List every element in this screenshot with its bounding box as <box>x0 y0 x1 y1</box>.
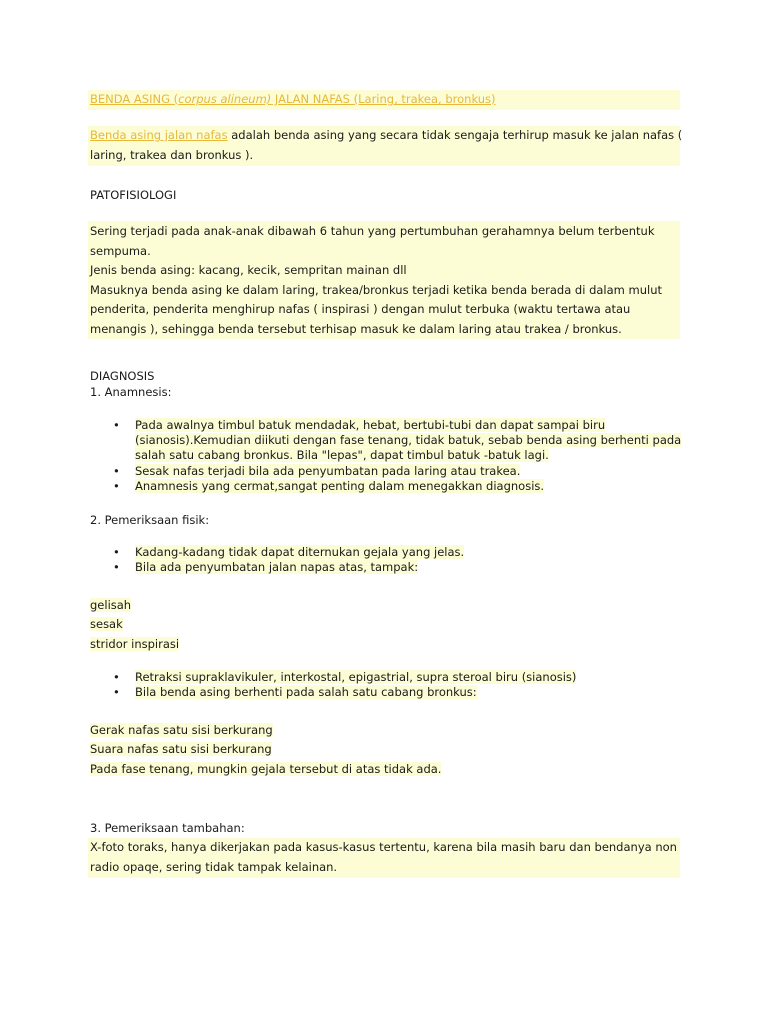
bronkus-sign: Gerak nafas satu sisi berkurang <box>90 723 273 737</box>
bullet-icon: • <box>113 478 120 493</box>
bullet-icon: • <box>113 670 120 684</box>
fisik-list <box>0 545 464 575</box>
bullet-icon: • <box>113 463 120 478</box>
patofisiologi-heading: PATOFISIOLOGI <box>90 188 177 202</box>
definition-line-1: Benda asing jalan nafas adalah benda asing yang secara tidak sengaja terhirup masuk ke jalan nafas ( <box>90 128 683 142</box>
tambahan-line: X-foto toraks, hanya dikerjakan pada kasus-kasus tertentu, karena bila masih baru dan bendanya non <box>90 840 677 854</box>
patofisiologi-line: penderita, penderita menghirup nafas ( inspirasi ) dengan mulut terbuka (waktu tertawa atau <box>90 302 631 316</box>
list-item: • Kadang-kadang tidak dapat diternukan gejala yang jelas. <box>113 545 465 559</box>
fisik-sign: gelisah <box>90 598 132 612</box>
patofisiologi-line: Masuknya benda asing ke dalam laring, trakea/bronkus terjadi ketika benda berada di dalam mulut <box>90 283 663 297</box>
fisik-sign: sesak <box>90 617 123 631</box>
list-item: salah satu cabang bronkus. Bila "lepas", dapat timbul batuk -batuk lagi. <box>135 448 549 463</box>
tambahan-line: radio opaqe, sering tidak tampak kelainan. <box>90 860 338 874</box>
bronkus-sign: Pada fase tenang, mungkin gejala tersebut di atas tidak ada. <box>90 762 442 776</box>
list-item: • Bila ada penyumbatan jalan napas atas, tampak: <box>113 560 419 575</box>
patofisiologi-line: sempuma. <box>90 244 151 258</box>
list-item: • Sesak nafas terjadi bila ada penyumbatan pada laring atau trakea. <box>113 463 521 478</box>
fisik-sign: stridor inspirasi <box>90 637 180 651</box>
patofisiologi-line: Sering terjadi pada anak-anak dibawah 6 tahun yang pertumbuhan gerahamnya belum terbentuk <box>90 224 655 238</box>
anamnesis-heading: 1. Anamnesis: <box>90 385 172 399</box>
bullet-icon: • <box>113 560 120 575</box>
bullet-icon: • <box>113 418 120 432</box>
list-item: • Pada awalnya timbul batuk mendadak, hebat, bertubi-tubi dan dapat sampai biru <box>113 418 606 432</box>
definition-link[interactable]: Benda asing jalan nafas <box>90 128 228 142</box>
diagnosis-heading: DIAGNOSIS <box>90 369 155 383</box>
fisik-heading: 2. Pemeriksaan fisik: <box>90 513 210 527</box>
tambahan-heading: 3. Pemeriksaan tambahan: <box>90 821 245 835</box>
list-item: (sianosis).Kemudian diikuti dengan fase tenang, tidak batuk, sebab benda asing berhenti pada <box>135 433 682 448</box>
definition-line-2: laring, trakea dan bronkus ). <box>90 148 254 162</box>
bullet-icon: • <box>113 685 120 700</box>
document-title[interactable] <box>90 90 496 109</box>
bronkus-sign: Suara nafas satu sisi berkurang <box>90 742 272 756</box>
list-item: • Bila benda asing berhenti pada salah satu cabang bronkus: <box>113 685 477 700</box>
bullet-icon: • <box>113 545 120 559</box>
title-link[interactable]: BENDA ASING (corpus alineum) JALAN NAFAS (Laring, trakea, bronkus) <box>90 92 496 106</box>
fisik-list-2 <box>0 670 576 700</box>
anamnesis-list <box>0 418 681 494</box>
patofisiologi-line: menangis ), sehingga benda tersebut terhisap masuk ke dalam laring atau trakea / bronkus. <box>90 322 622 336</box>
list-item: • Retraksi supraklavikuler, interkostal, epigastrial, supra steroal biru (sianosis) <box>113 670 577 684</box>
patofisiologi-line: Jenis benda asing: kacang, kecik, sempritan mainan dll <box>90 263 407 277</box>
list-item: • Anamnesis yang cermat,sangat penting dalam menegakkan diagnosis. <box>113 478 545 493</box>
